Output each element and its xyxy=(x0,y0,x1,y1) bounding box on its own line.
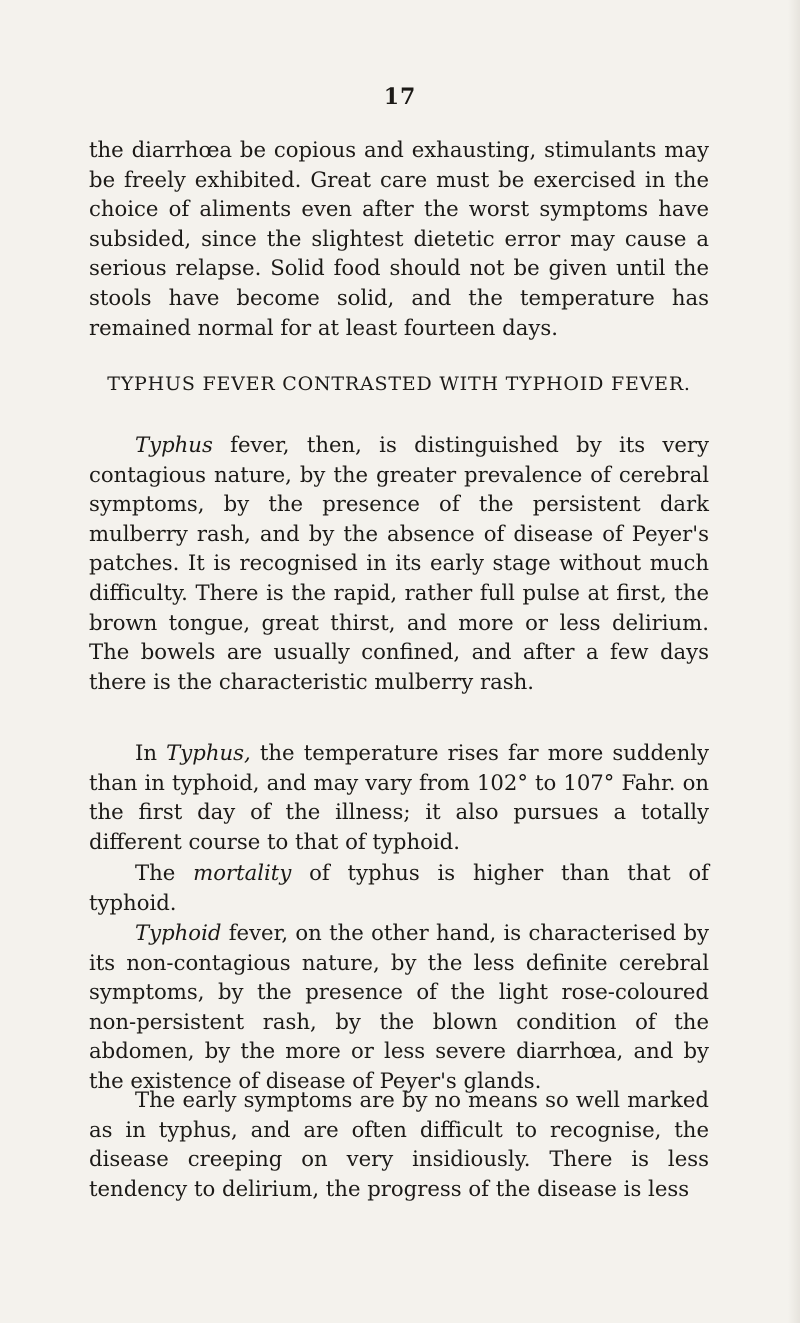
paragraph-body: fever, then, is distinguished by its very contagious nature, by the greater prevalence of cerebral symptoms, by the presence of the persistent dark mulberry rash, and by the absence of disease of Peyer's patches. It is recognised in its early stage without much difficulty. There is the rapid, rather full pulse at first, the brown tongue, great thirst, and more or less delirium. The bowels are usually confined, and after a few days there is the characteristic mulberry rash. xyxy=(89,432,709,694)
italic-term-typhus: Typhus xyxy=(135,432,213,457)
paragraph-mortality xyxy=(89,858,709,917)
paragraph-typhoid-early-symptoms xyxy=(89,1085,709,1203)
paragraph-body: fever, on the other hand, is characterised by its non-contagious nature, by the less definite cerebral symptoms, by the presence of the light rose-coloured non-persistent rash, by the blown condition of the abdomen, by the more or less severe diarrhœa, and by the existence of disease of Peyer's glands. xyxy=(89,920,709,1093)
italic-term-typhoid: Typhoid xyxy=(135,920,222,945)
paragraph-body: the temperature rises far more suddenly than in typhoid, and may vary from 102° to 107° Fahr. on the first day of the illness; it also pursues a totally different course to that of typhoid. xyxy=(89,740,709,854)
paragraph-body: of typhus is higher than that of typhoid. xyxy=(89,860,709,915)
italic-term-mortality: mortality xyxy=(193,860,292,885)
paragraph-typhus-temperature xyxy=(89,738,709,856)
paragraph-continuation: the diarrhœa be copious and exhausting, stimulants may be freely exhibited. Great care must be exercised in the choice of aliments even after the worst symptoms have subsided, since the slightest dietetic error may cause a serious relapse. Solid food should not be given until the stools have become solid, and the temperature has remained normal for at least fourteen days. xyxy=(89,137,709,340)
page-edge-shadow xyxy=(788,0,800,1323)
paragraph-typhoid-description xyxy=(89,918,709,1096)
page-number: 17 xyxy=(383,84,417,110)
section-heading: TYPHUS FEVER CONTRASTED WITH TYPHOID FEVER. xyxy=(107,373,691,395)
paragraph-typhus-description xyxy=(89,430,709,696)
paragraph-prefix: The xyxy=(135,860,194,885)
paragraph-prefix: In xyxy=(135,740,167,765)
italic-term-typhus: Typhus, xyxy=(166,740,251,765)
paragraph-body: The early symptoms are by no means so well marked as in typhus, and are often difficult to recognise, the disease creeping on very insidiously. There is less tendency to delirium, the progress of the disease is less xyxy=(89,1087,709,1201)
